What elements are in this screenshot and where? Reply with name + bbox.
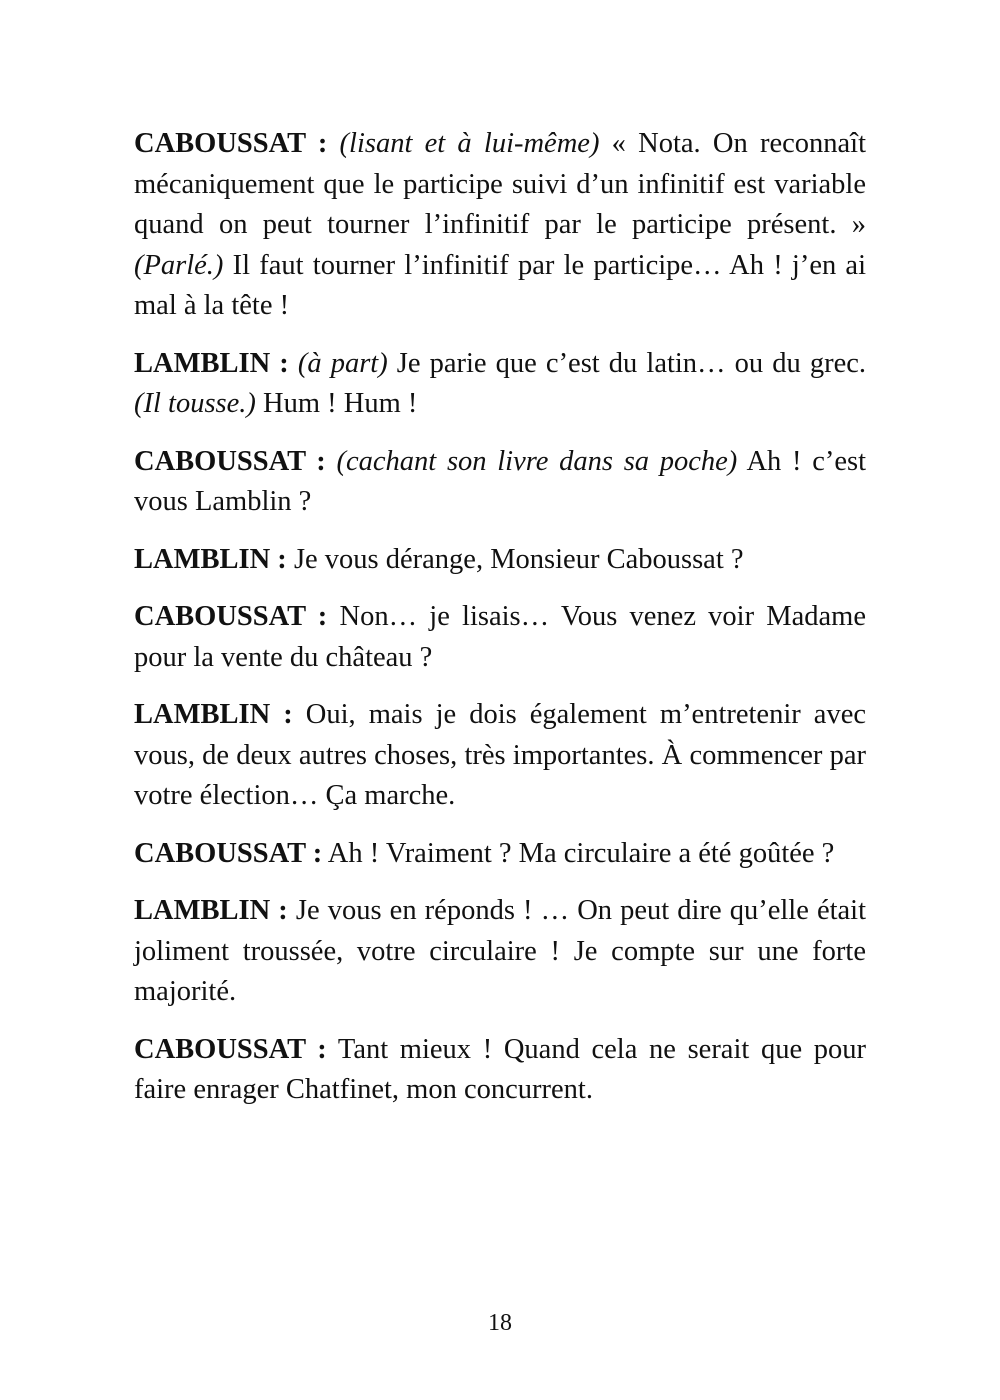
dialogue-paragraph (134, 540, 866, 581)
stage-direction: (lisant et à lui-même) (339, 128, 600, 159)
page-number: 18 (488, 1310, 512, 1336)
speaker-name: CABOUSSAT : (134, 837, 323, 869)
dialogue-paragraph (134, 1030, 866, 1111)
spoken-text: Tant mieux ! Quand cela ne serait que pour faire enrager Chatfinet, mon concurrent. (134, 1033, 867, 1105)
speaker-name: CABOUSSAT : (134, 128, 328, 159)
stage-direction: (Il tousse.) (134, 388, 256, 419)
dialogue-paragraph (134, 695, 866, 817)
spoken-text: Oui, mais je dois également m’entretenir avec vous, de deux autres choses, très importantes. À commencer par votre élection… Ça marche. (134, 699, 866, 811)
speaker-name: LAMBLIN : (134, 699, 293, 730)
dialogue-paragraph (134, 344, 866, 425)
speaker-name: LAMBLIN : (134, 543, 287, 575)
spoken-text: Non… je lisais… Vous venez voir Madame pour la vente du château ? (134, 601, 866, 673)
spoken-text: « Nota. On reconnaît mécaniquement que le participe suivi d’un infinitif est variable quand on peut tourner l’infinitif par le participe présent. » (134, 128, 867, 240)
dialogue-paragraph (134, 597, 866, 678)
dialogue-paragraph (134, 891, 866, 1013)
spoken-text: Ah ! Vraiment ? Ma circulaire a été goûtée ? (327, 837, 835, 869)
speaker-name: LAMBLIN : (134, 347, 289, 379)
speaker-name: CABOUSSAT : (134, 1033, 327, 1065)
speaker-name: CABOUSSAT : (134, 445, 326, 477)
dialogue-paragraph (134, 124, 866, 327)
stage-direction: (cachant son livre dans sa poche) (336, 445, 738, 477)
speaker-name: LAMBLIN : (134, 895, 288, 926)
dialogue-paragraph (134, 834, 866, 875)
spoken-text: Hum ! Hum ! (255, 388, 418, 419)
stage-direction: (Parlé.) (134, 249, 224, 281)
dialogue-paragraph (134, 442, 866, 523)
spoken-text: Je vous dérange, Monsieur Caboussat ? (293, 543, 744, 575)
spoken-text: Je vous en réponds ! … On peut dire qu’elle était joliment troussée, votre circulaire ! Je compte sur une forte majorité. (134, 895, 866, 1007)
spoken-text: Ah ! c’est vous Lamblin ? (134, 445, 866, 517)
dialogue-body (134, 124, 866, 1128)
speaker-name: CABOUSSAT : (134, 601, 328, 632)
spoken-text: Il faut tourner l’infinitif par le participe… Ah ! j’en ai mal à la tête ! (134, 249, 866, 321)
stage-direction: (à part) (297, 347, 388, 379)
spoken-text: Je parie que c’est du latin… ou du grec. (387, 347, 866, 379)
